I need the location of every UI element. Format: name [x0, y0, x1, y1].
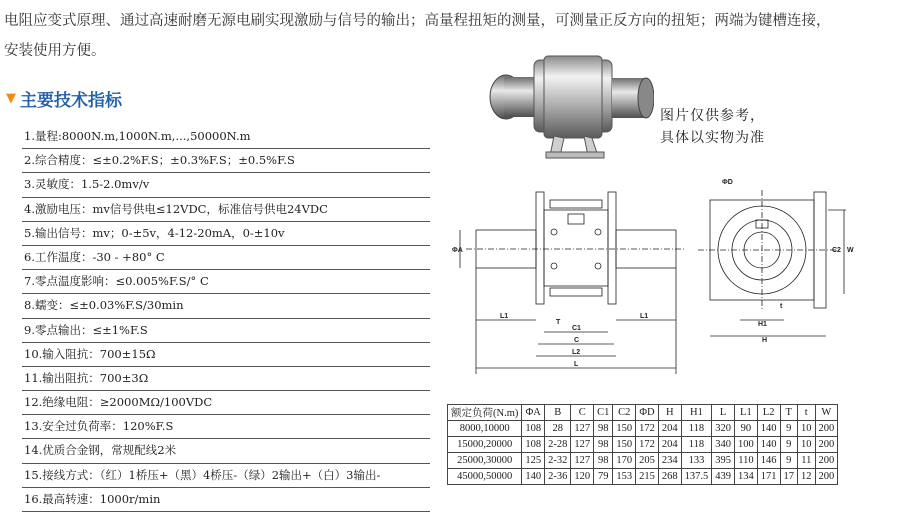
label-l: L — [574, 361, 579, 368]
label-c2: C2 — [832, 247, 841, 254]
label-oa: ΦA — [452, 247, 463, 254]
spec-item: 4.激励电压：mv信号供电≤12VDC，标准信号供电24VDC — [22, 198, 430, 222]
technical-drawing — [440, 170, 880, 402]
spec-item: 10.输入阻抗：700±15Ω — [22, 343, 430, 367]
table-row: 45000,50000 140 2-36 120 79 153 215 268 137.5 439 134 171 17 12 200 — [448, 469, 838, 485]
intro-line-2: 安装使用方便。 — [4, 43, 106, 59]
spec-item: 2.综合精度：≤±0.2%F.S；±0.3%F.S；±0.5%F.S — [22, 149, 430, 173]
spec-item: 6.工作温度：-30 - +80° C — [22, 246, 430, 270]
intro-line-1: 电阻应变式原理、通过高速耐磨无源电刷实现激励与信号的输出；高量程扭矩的测量，可测量正反方向的扭矩；两端为键槽连接， — [4, 13, 831, 29]
label-w: W — [847, 247, 854, 254]
label-h1: H1 — [758, 321, 767, 328]
spec-item: 5.输出信号：mv；0-±5v，4-12-20mA，0-±10v — [22, 222, 430, 246]
spec-item: 16.最高转速：1000r/min — [22, 488, 430, 512]
spec-item: 1.量程:8000N.m,1000N.m,...,50000N.m — [22, 125, 430, 149]
intro-paragraph — [4, 6, 909, 66]
spec-item: 12.绝缘电阻：≥2000MΩ/100VDC — [22, 391, 430, 415]
side-view-drawing — [698, 190, 846, 336]
photo-disclaimer: 图片仅供参考， 具体以实物为准 — [660, 108, 765, 146]
front-view-drawing — [460, 192, 686, 374]
label-od: ΦD — [722, 179, 733, 186]
spec-item: 7.零点温度影响：≤0.005%F.S/° C — [22, 270, 430, 294]
spec-item: 13.安全过负荷率：120%F.S — [22, 415, 430, 439]
spec-item: 8.蠕变：≤±0.03%F.S/30min — [22, 294, 430, 318]
label-small-t: t — [780, 303, 783, 310]
label-c: C — [574, 337, 580, 344]
triangle-down-icon: ▼ — [6, 91, 16, 106]
label-l1-right: L1 — [640, 313, 649, 320]
product-photo — [484, 52, 654, 162]
dimension-table — [447, 404, 838, 485]
spec-item: 15.接线方式：（红）1桥压+（黑）4桥压-（绿）2输出+（白）3输出- — [22, 464, 430, 488]
label-h: H — [762, 337, 768, 344]
table-row: 15000,20000 108 2-28 127 98 150 172 204 118 340 100 140 9 10 200 — [448, 437, 838, 453]
table-header-row: 额定负荷(N.m) ΦA B C C1 C2 ΦD H H1 L L1 L2 T t W — [448, 405, 838, 421]
section-heading — [6, 86, 122, 111]
label-c1: C1 — [572, 325, 581, 332]
spec-item: 9.零点输出：≤±1%F.S — [22, 319, 430, 343]
spec-list — [22, 125, 430, 512]
spec-item: 11.输出阻抗：700±3Ω — [22, 367, 430, 391]
label-l1-left: L1 — [500, 313, 509, 320]
section-title-text: 主要技术指标 — [20, 91, 122, 111]
label-t: T — [556, 319, 561, 326]
table-row: 8000,10000 108 28 127 98 150 172 204 118 320 90 140 9 10 200 — [448, 421, 838, 437]
spec-item: 3.灵敏度：1.5-2.0mv/v — [22, 173, 430, 197]
spec-item: 14.优质合金钢，常规配线2米 — [22, 439, 430, 463]
table-row: 25000,30000 125 2-32 127 98 170 205 234 133 395 110 146 9 11 200 — [448, 453, 838, 469]
label-l2: L2 — [572, 349, 581, 356]
